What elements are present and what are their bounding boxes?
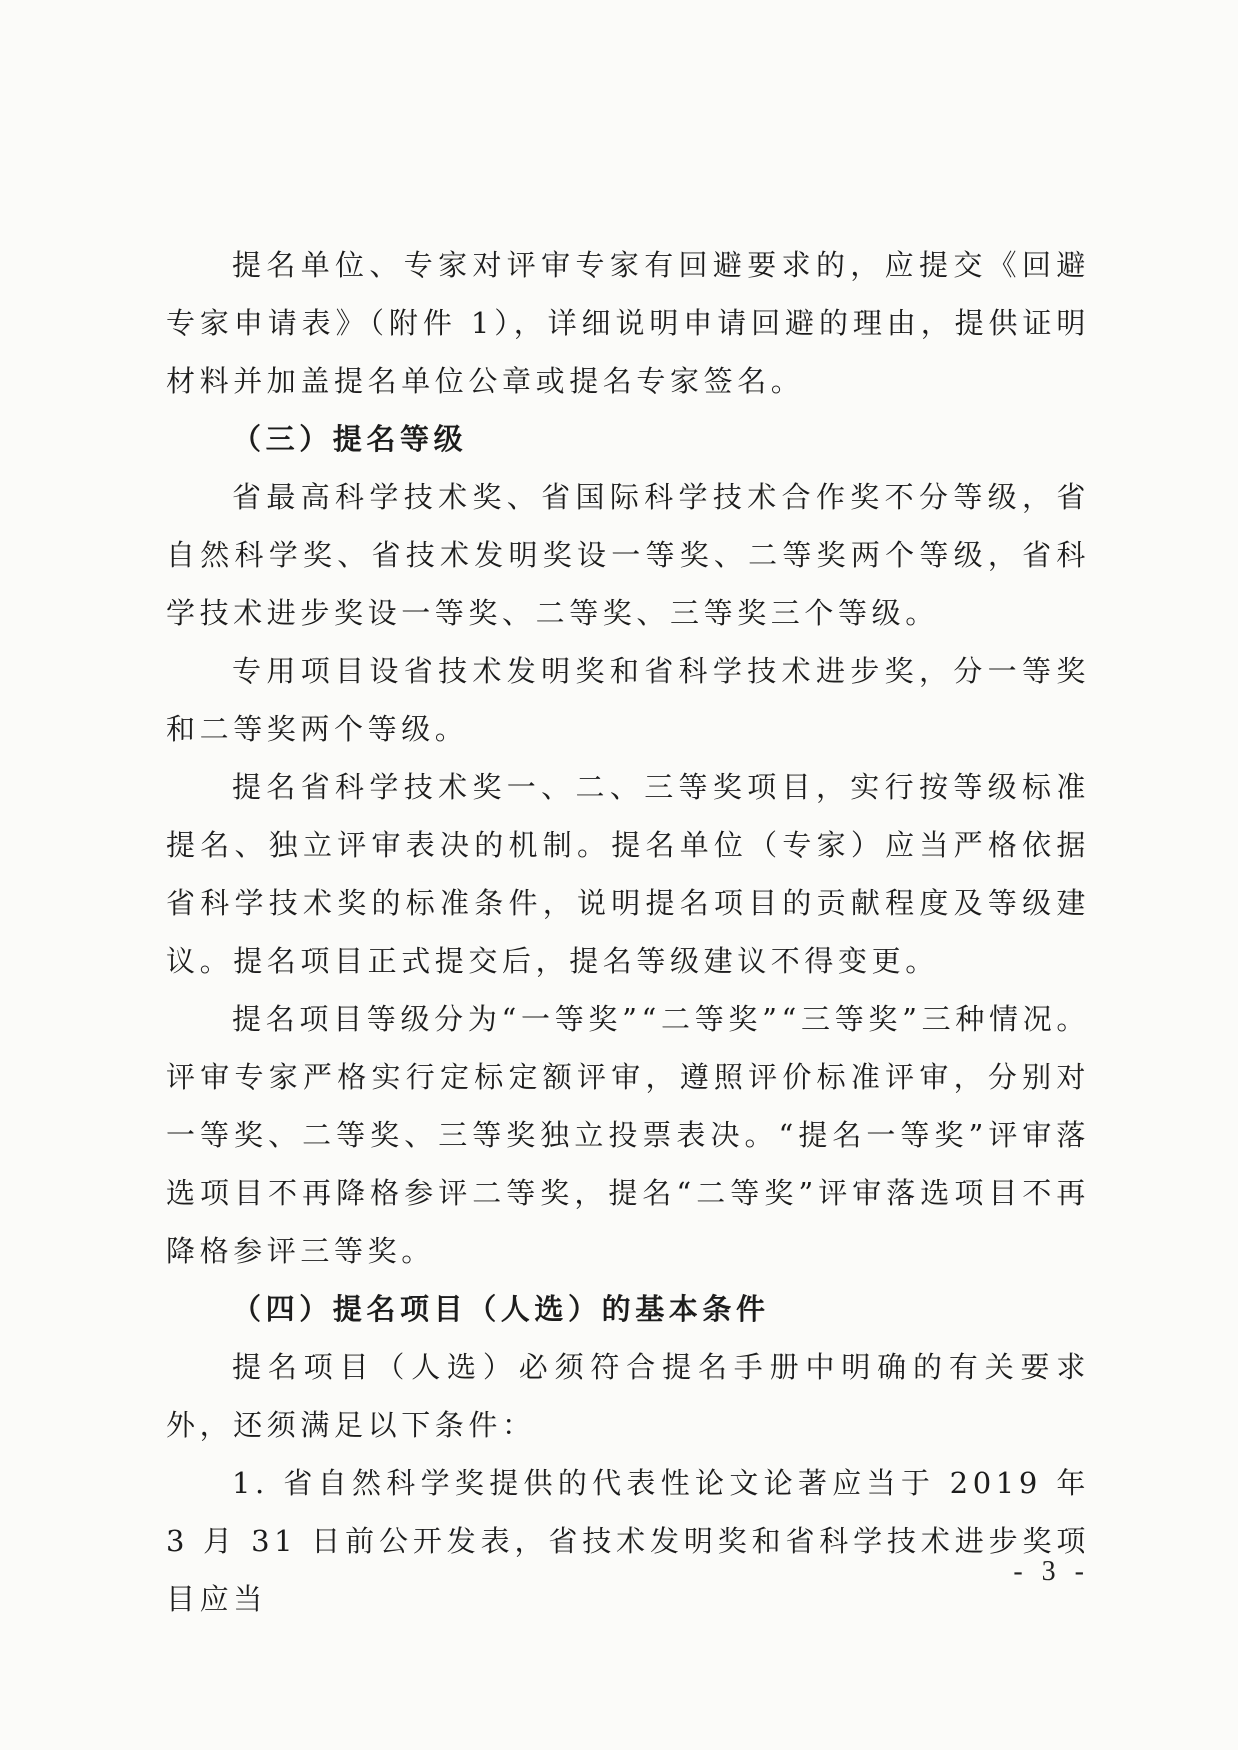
paragraph-condition-1: 1. 省自然科学奖提供的代表性论文论著应当于 2019 年 3 月 31 日前公开发表，省技术发明奖和省科学技术进步奖项目应当 <box>166 1466 1090 1616</box>
section-heading-basic-conditions: （四）提名项目（人选）的基本条件 <box>232 1292 770 1326</box>
document-body <box>166 236 1090 1628</box>
page-number: - 3 - <box>1013 1556 1090 1587</box>
paragraph-requirements-intro: 提名项目（人选）必须符合提名手册中明确的有关要求外，还须满足以下条件： <box>166 1350 1090 1442</box>
paragraph-award-levels: 省最高科学技术奖、省国际科学技术合作奖不分等级，省自然科学奖、省技术发明奖设一等奖、二等奖两个等级，省科学技术进步奖设一等奖、二等奖、三等奖三个等级。 <box>166 480 1090 630</box>
paragraph-level-voting: 提名项目等级分为“一等奖”“二等奖”“三等奖”三种情况。评审专家严格实行定标定额评审，遵照评价标准评审，分别对一等奖、二等奖、三等奖独立投票表决。“提名一等奖”评审落选项目不再降格参评二等奖，提名“二等奖”评审落选项目不再降格参评三等奖。 <box>166 1002 1090 1268</box>
paragraph-nomination-mechanism: 提名省科学技术奖一、二、三等奖项目，实行按等级标准提名、独立评审表决的机制。提名单位（专家）应当严格依据省科学技术奖的标准条件，说明提名项目的贡献程度及等级建议。提名项目正式提交后，提名等级建议不得变更。 <box>166 770 1090 978</box>
section-heading-nomination-levels: （三）提名等级 <box>232 422 468 456</box>
paragraph-special-projects: 专用项目设省技术发明奖和省科学技术进步奖，分一等奖和二等奖两个等级。 <box>166 654 1090 746</box>
paragraph-recusal: 提名单位、专家对评审专家有回避要求的，应提交《回避专家申请表》（附件 1），详细说明申请回避的理由，提供证明材料并加盖提名单位公章或提名专家签名。 <box>166 248 1090 398</box>
